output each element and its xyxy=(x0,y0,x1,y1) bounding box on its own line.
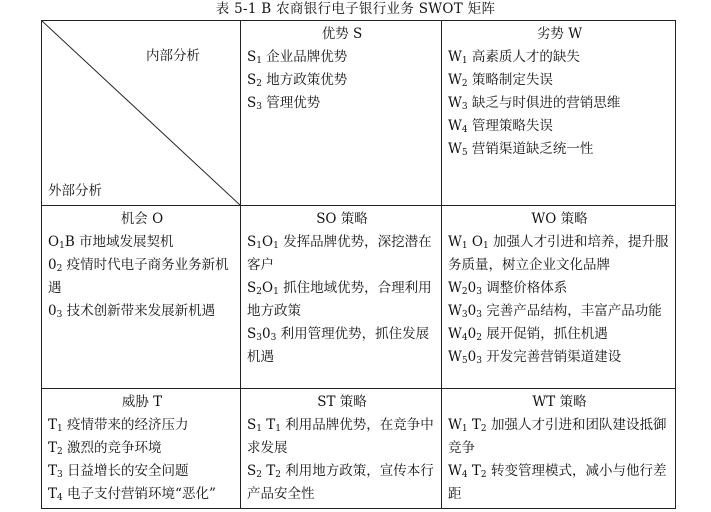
item-text: 激烈的竞争环境 xyxy=(62,440,162,456)
wt-strategy-cell xyxy=(442,389,676,509)
item-text: 转变管理模式，减小与他行差距 xyxy=(448,463,667,502)
item-code: W xyxy=(448,49,462,65)
item-code: W xyxy=(448,326,462,342)
item-code-subscript: 1 xyxy=(461,241,468,251)
item-code-subscript: 2 xyxy=(256,79,262,89)
item-code-subscript: 3 xyxy=(476,310,482,320)
item-code-subscript: 1 xyxy=(59,241,65,251)
list-item xyxy=(48,414,236,437)
list-item xyxy=(48,300,236,323)
list-item xyxy=(48,231,236,254)
list-item xyxy=(448,92,671,115)
wt-strategy-header: WT 策略 xyxy=(532,394,587,410)
item-code-subscript: 2 xyxy=(57,447,63,457)
item-code: T xyxy=(48,417,58,433)
swot-matrix-table xyxy=(41,20,676,509)
table-caption: 表 5-1 B 农商银行电子银行业务 SWOT 矩阵 xyxy=(215,1,496,17)
item-code: T xyxy=(48,463,58,479)
item-code-subscript: 3 xyxy=(476,287,482,297)
item-text: 管理策略失误 xyxy=(467,118,553,134)
list-item xyxy=(247,69,437,92)
item-code-subscript: 4 xyxy=(57,493,63,503)
threats-header: 威胁 T xyxy=(121,394,163,410)
item-text: 利用管理优势，抓住发展机遇 xyxy=(247,326,430,365)
header-row xyxy=(42,21,676,206)
list-item xyxy=(247,46,437,69)
item-code: S xyxy=(247,49,257,65)
item-code-subscript: 1 xyxy=(273,241,279,251)
item-code: 0 xyxy=(467,349,477,365)
item-code-subscript: 1 xyxy=(256,56,262,66)
item-code: S xyxy=(247,326,257,342)
item-code-subscript: 3 xyxy=(56,310,63,320)
item-text: 加强人才引进和团队建设抵御竞争 xyxy=(448,417,667,456)
threats-cell xyxy=(42,389,241,509)
item-text: 加强人才引进和培养，提升服务质量，树立企业文化品牌 xyxy=(448,234,669,273)
item-code: T xyxy=(48,440,58,456)
item-text: 利用地方政策，宣传本行产品安全性 xyxy=(247,463,434,502)
item-code: O xyxy=(261,234,274,250)
item-text: 营销渠道缺乏统一性 xyxy=(467,141,594,157)
item-code: W xyxy=(448,72,462,88)
wt-strategy-list xyxy=(448,414,671,506)
threats-row xyxy=(42,389,676,509)
opportunities-list xyxy=(48,231,236,323)
item-text: 电子支付营销环境“恶化” xyxy=(62,486,216,502)
opportunities-row xyxy=(42,206,676,389)
item-text: 疫情带来的经济压力 xyxy=(62,417,189,433)
item-code: S xyxy=(247,280,257,296)
item-code-subscript: 2 xyxy=(476,333,482,343)
item-code: T xyxy=(261,463,276,479)
item-code-subscript: 4 xyxy=(461,125,468,135)
item-code-subscript: 2 xyxy=(461,79,468,89)
item-code: W xyxy=(448,280,462,296)
item-code: 0 xyxy=(467,280,477,296)
st-strategy-cell xyxy=(241,389,442,509)
item-code-subscript: 3 xyxy=(57,470,63,480)
list-item xyxy=(247,323,437,369)
internal-analysis-label: 内部分析 xyxy=(146,48,200,64)
item-code-subscript: 3 xyxy=(461,310,468,320)
item-text: 利用品牌优势，在竞争中求发展 xyxy=(247,417,434,456)
item-code-subscript: 5 xyxy=(461,148,468,158)
item-code: 0 xyxy=(261,326,271,342)
opportunities-cell xyxy=(42,206,241,389)
list-item xyxy=(448,115,671,138)
st-strategy-header: ST 策略 xyxy=(317,394,367,410)
item-code: T xyxy=(467,417,481,433)
so-strategy-cell xyxy=(241,206,442,389)
item-code: S xyxy=(247,234,257,250)
weaknesses-list xyxy=(448,46,671,161)
item-code: W xyxy=(448,141,462,157)
list-item xyxy=(247,92,437,115)
strengths-list xyxy=(247,46,437,115)
item-code-subscript: 1 xyxy=(275,424,282,434)
item-code: O xyxy=(261,280,274,296)
st-strategy-list xyxy=(247,414,437,506)
item-code: 0 xyxy=(48,303,57,319)
item-code: O xyxy=(48,234,60,250)
list-item xyxy=(448,69,671,92)
item-code-subscript: 4 xyxy=(461,333,468,343)
item-code: W xyxy=(448,303,462,319)
list-item xyxy=(448,46,671,69)
item-code: W xyxy=(448,349,462,365)
list-item xyxy=(247,277,437,323)
weaknesses-cell xyxy=(442,21,676,206)
item-code-subscript: 1 xyxy=(461,424,468,434)
list-item xyxy=(448,460,671,506)
item-code-subscript: 3 xyxy=(256,333,262,343)
item-code: S xyxy=(247,463,257,479)
list-item xyxy=(247,414,437,460)
opportunities-header: 机会 O xyxy=(120,211,164,227)
item-code-subscript: 2 xyxy=(256,470,262,480)
item-code-subscript: 4 xyxy=(461,470,468,480)
item-code: S xyxy=(247,72,257,88)
external-analysis-label: 外部分析 xyxy=(48,183,102,199)
item-text: 日益增长的安全问题 xyxy=(62,463,189,479)
list-item xyxy=(448,414,671,460)
item-code: T xyxy=(261,417,276,433)
diagonal-line xyxy=(42,21,240,205)
item-text: 开发完善营销渠道建设 xyxy=(481,349,622,365)
item-code-subscript: 2 xyxy=(275,470,282,480)
list-item xyxy=(448,323,671,346)
item-code-subscript: 3 xyxy=(270,333,277,343)
item-text: 缺乏与时俱进的营销思维 xyxy=(467,95,621,111)
list-item xyxy=(448,138,671,161)
item-text: 策略制定失误 xyxy=(467,72,553,88)
item-code: 0 xyxy=(467,303,477,319)
item-code: T xyxy=(467,463,481,479)
list-item xyxy=(48,483,236,506)
item-code-subscript: 2 xyxy=(480,470,487,480)
item-text: B 市地域发展契机 xyxy=(64,234,174,250)
item-code-subscript: 1 xyxy=(461,56,468,66)
item-code: T xyxy=(48,486,58,502)
so-strategy-header: SO 策略 xyxy=(316,211,368,227)
item-code: 0 xyxy=(467,326,477,342)
item-code-subscript: 3 xyxy=(256,102,262,112)
item-code: S xyxy=(247,417,257,433)
item-code: W xyxy=(448,463,462,479)
item-code-subscript: 1 xyxy=(256,241,262,251)
item-code-subscript: 2 xyxy=(256,287,262,297)
item-code: 0 xyxy=(48,257,57,273)
item-code: W xyxy=(448,118,462,134)
item-text: 企业品牌优势 xyxy=(261,49,348,65)
item-text: 地方政策优势 xyxy=(261,72,348,88)
wo-strategy-list xyxy=(448,231,671,369)
item-code: W xyxy=(448,417,462,433)
wo-strategy-header: WO 策略 xyxy=(531,211,588,227)
list-item xyxy=(48,460,236,483)
list-item xyxy=(48,254,236,300)
list-item xyxy=(247,460,437,506)
corner-cell xyxy=(42,21,241,206)
item-code-subscript: 1 xyxy=(482,241,489,251)
strengths-cell xyxy=(241,21,442,206)
item-code-subscript: 5 xyxy=(461,356,468,366)
list-item xyxy=(448,346,671,369)
list-item xyxy=(448,300,671,323)
item-code: W xyxy=(448,234,462,250)
item-code-subscript: 2 xyxy=(461,287,468,297)
item-code-subscript: 1 xyxy=(273,287,279,297)
item-code-subscript: 2 xyxy=(56,264,63,274)
item-code-subscript: 2 xyxy=(480,424,487,434)
item-code: S xyxy=(247,95,257,111)
item-text: 调整价格体系 xyxy=(481,280,568,296)
strengths-header: 优势 S xyxy=(321,26,363,42)
threats-list xyxy=(48,414,236,506)
wo-strategy-cell xyxy=(442,206,676,389)
item-code: W xyxy=(448,95,462,111)
weaknesses-header: 劣势 W xyxy=(536,26,583,42)
item-text: 技术创新带来发展新机遇 xyxy=(62,303,216,319)
item-code-subscript: 1 xyxy=(256,424,262,434)
item-text: 疫情时代电子商务业务新机遇 xyxy=(48,257,229,296)
item-text: 管理优势 xyxy=(261,95,321,111)
list-item xyxy=(48,437,236,460)
item-text: 展开促销，抓住机遇 xyxy=(481,326,608,342)
item-code-subscript: 3 xyxy=(476,356,482,366)
item-text: 发挥品牌优势，深挖潜在客户 xyxy=(247,234,432,273)
item-text: 完善产品结构，丰富产品功能 xyxy=(481,303,662,319)
item-code: O xyxy=(467,234,483,250)
item-code-subscript: 1 xyxy=(57,424,63,434)
list-item xyxy=(247,231,437,277)
item-text: 抓住地域优势，合理利用地方政策 xyxy=(247,280,432,319)
list-item xyxy=(448,231,671,277)
item-text: 高素质人才的缺失 xyxy=(467,49,580,65)
so-strategy-list xyxy=(247,231,437,369)
list-item xyxy=(448,277,671,300)
item-code-subscript: 3 xyxy=(461,102,468,112)
